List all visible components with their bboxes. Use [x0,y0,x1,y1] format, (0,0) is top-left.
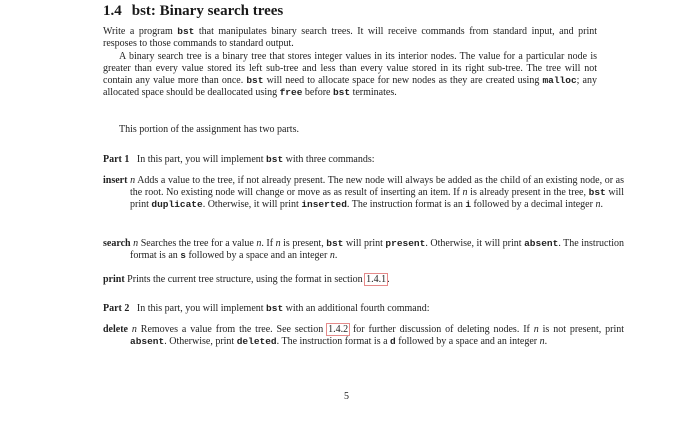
text: is not present, print [538,324,625,335]
delete-command-name: delete [103,324,128,335]
text: followed by a space and an integer [395,336,540,347]
text: Removes a value from the tree. See section [140,324,328,335]
text: In this part, you will implement [136,303,267,314]
text: . Otherwise, it will print [425,238,525,249]
var-n: n [130,175,136,186]
code-deleted: deleted [236,336,277,347]
page-number: 5 [344,391,349,402]
text: . The instruction format is an [130,238,625,261]
var-n: n [131,324,137,335]
section-ref-link[interactable]: 1.4.2 [328,324,349,335]
text: Searches the tree for a value [140,238,257,249]
code-bst: bst [246,75,264,86]
text: for further discussion of deleting nodes. If [349,324,534,335]
code-i: i [465,199,472,210]
code-absent: absent [524,238,559,249]
text: . The instruction format is an [346,199,466,210]
section-title: bst: Binary search trees [131,3,284,19]
text: is present, [280,238,327,249]
text: will print [343,238,386,249]
text: followed by a space and an integer [185,250,330,261]
var-n: n [595,199,601,210]
print-command-description [103,274,624,286]
code-bst: bst [177,26,195,37]
text: Prints the current tree structure, using the format in section [127,274,366,285]
section-heading [103,3,283,20]
text: before [302,87,333,98]
code-bst: bst [266,303,284,314]
text: . If [261,238,276,249]
var-n: n [329,250,335,261]
text: with an additional fourth command: [283,303,430,314]
section-number: 1.4 [103,3,122,19]
text: . [544,336,548,347]
text: is already present in the tree, [467,187,589,198]
text: A binary search tree is a binary tree that stores integer values in its interior nodes. The value for a particular node is greater than every value stored its left sub-tree and less than every value stored in its right sub-tree. The tree will not contain any value more than once. [103,51,597,86]
code-bst: bst [266,154,284,165]
text: In this part, you will implement [136,154,267,165]
intro-paragraph-3: This portion of the assignment has two parts. [119,124,299,135]
code-absent: absent [130,336,165,347]
search-command-description [103,238,624,262]
text: that manipulates binary search trees. It will receive commands from standard input, and print resposes to those commands to standard output. [103,26,597,49]
text: followed by a decimal integer [471,199,596,210]
text: Adds a value to the tree, if not already present. The new node will always be added as the child of an existing node, or as the root. No existing node will change or move as as result of inserting an item. If [130,175,625,198]
text: will print [130,187,624,210]
delete-command-description [103,324,624,348]
text: with three commands: [283,154,375,165]
section-ref-link[interactable]: 1.4.1 [366,274,387,285]
code-s: s [180,250,186,261]
code-bst: bst [326,238,344,249]
text: ; any allocated space should be deallocated using [103,75,597,98]
intro-paragraph-1 [103,26,597,50]
part1-label: Part 1 [103,154,130,165]
text: . [600,199,603,210]
var-n: n [539,336,545,347]
search-command-name: search [103,238,131,249]
insert-command-description [103,175,624,211]
text: . The instruction format is a [276,336,391,347]
text: terminates. [350,87,397,98]
part2-heading [103,303,597,315]
code-malloc: malloc [542,75,577,86]
var-n: n [275,238,281,249]
intro-paragraph-2 [103,51,597,99]
code-bst: bst [332,87,351,98]
text: . Otherwise, print [164,336,237,347]
text: Write a program [103,26,178,37]
insert-command-name: insert [103,175,128,186]
text: . [387,274,390,285]
code-present: present [385,238,426,249]
code-duplicate: duplicate [151,199,203,210]
code-inserted: inserted [301,199,347,210]
text: will need to allocate space for new nodes as they are created using [263,75,543,86]
print-command-name: print [103,274,125,285]
var-n: n [462,187,468,198]
var-n: n [133,238,139,249]
code-free: free [279,87,303,98]
part1-heading [103,154,597,166]
text: . Otherwise, it will print [202,199,302,210]
var-n: n [256,238,262,249]
var-n: n [533,324,539,335]
code-d: d [390,336,396,347]
code-bst: bst [588,187,606,198]
text: . [334,250,338,261]
part2-label: Part 2 [103,303,130,314]
